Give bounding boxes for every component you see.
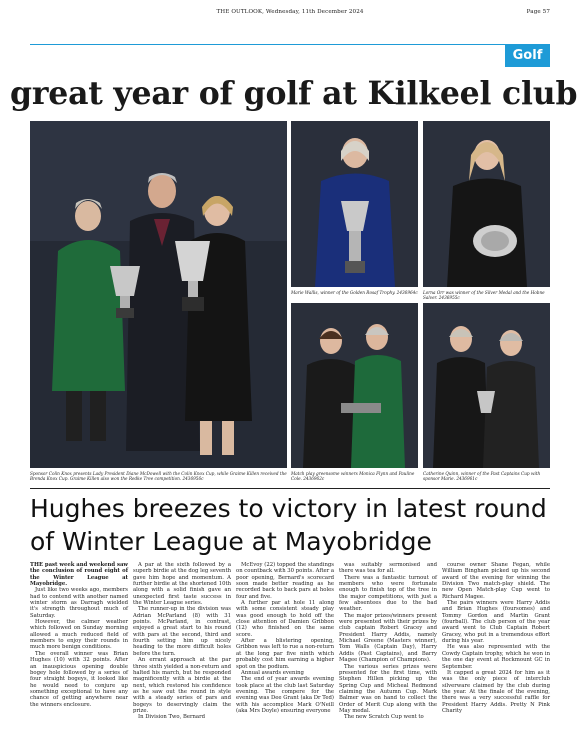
paragraph: In Division Two, Bernard: [138, 714, 205, 721]
masthead: [30, 6, 550, 20]
paragraph: The new Scratch Cup went to: [344, 714, 424, 721]
article-column-1: [30, 562, 128, 708]
paragraph: There was a fantastic turnout of members who were fortunate enough to finish top of the tree in the major competitions, with just a few absentees due to the bad weather.: [339, 574, 437, 613]
headline-hughes: Hughes breezes to victory in latest round of Winter League at Mayobridge: [30, 494, 547, 556]
headline-kilkeel: great year of golf at Kilkeel club: [10, 75, 578, 112]
paragraph: was suitably sermonised and there was tea for all.: [339, 562, 437, 575]
article-column-3: [236, 562, 334, 714]
photo-lorna-orr-image: [423, 121, 550, 287]
divider-rule: [30, 488, 550, 489]
photo-matchplay-winners: [291, 303, 418, 468]
caption-matchplay: Match play greensome winners Monica Flynn and Pauline Cole. 2436962c: [291, 471, 415, 482]
paragraph: However, the calmer weather which followed on Sunday morning allowed a much reduced field of members to enjoy their rounds in much more benign conditions.: [30, 619, 128, 651]
photo-catherine-quinn: [423, 303, 550, 468]
paragraph: The various series prizes were presented for the first time, with Stephen Hillen picking up the Spring Cup and Micheal Redmond claiming the Autumn Cup. Mark Balmer was on hand to collect the Order of Merit Cup along with the May medal.: [339, 663, 437, 714]
photo-catherine-quinn-image: [423, 303, 550, 468]
paragraph: The overall winner was Brian Hughes (10) with 32 points. After an inauspicious opening double bogey hole followed by a series of four straight bogeys, it looked like he would need to conjure up something exceptional to have any chance of getting anywhere near the winners enclosure.: [30, 650, 128, 708]
masthead-date: THE OUTLOOK, Wednesday, 11th December 2024: [216, 9, 364, 15]
photo-marie-wallis-image: [291, 121, 418, 287]
paragraph: The pairs winners were Harry Addis and Brian Hughes (foursomes) and Tommy Gordon and Martin Grant (fourball). The club person of the year award went to Club Captain Robert Gracey, who put in a tremendous effort during his year.: [442, 600, 550, 645]
paragraph: An errant approach at the par three sixth yielded a non-return and halted his march, but he responded magnificently with a birdie at the next, which restored his confidence as he saw out the round in style with a steady series of pars and bogeys to deservingly claim the prize.: [133, 657, 231, 714]
paragraph: The runner-up in the division was Adrian McParland (8) with 31 points. McParland, in contrast, enjoyed a great start to his round with pars at the second, third and fourth setting him up nicely heading to the more difficult holes before the turn.: [133, 606, 231, 657]
caption-lorna-orr: Lorna Orr was winner of the Silver Medal and the Hobne Salver. 2436955c: [423, 290, 545, 301]
photo-marie-wallis: [291, 121, 418, 287]
article-column-5: [442, 562, 550, 714]
paragraph: Just like two weeks ago, members had to contend with another named winter storm as Darragh wielded it's strength throughout much of Saturday.: [30, 587, 128, 619]
paragraph: THE past week and weekend saw the conclusion of round eight of the Winter League at Mayobridge.: [30, 562, 128, 588]
article-column-4: [339, 562, 437, 721]
caption-catherine-quinn: Catherine Quinn, winner of the Past Captains Cup with sponsor Marie. 2436961c: [423, 471, 541, 482]
section-tab-golf: Golf: [505, 45, 550, 67]
caption-marie-wallis: Marie Wallis, winner of the Golden Rosaf Trophy. 2436964c: [291, 290, 418, 295]
page-number: Page 57: [526, 9, 550, 15]
paragraph: A further par at hole 11 along with some consistent steady play was good enough to hold off the close attention of Damien Gribbon (12) who finished on the same score.: [236, 600, 334, 638]
photo-trophy-presentation-image: [30, 121, 287, 468]
photo-trophy-presentation: [30, 121, 287, 468]
paragraph: Annual awards evening: [241, 669, 304, 676]
photo-lorna-orr: [423, 121, 550, 287]
caption-main-photo: Sponsor Colin Knox presents Lady President Diane McDowell with the Colin Knox Cup, while Graime Killen received the Brenda Knox Cup. Graime Killen also won the Redke Tree competition. 2436956c: [30, 471, 287, 482]
paragraph: It capped a great 2024 for him as it was the only piece of interclub silverware claimed by the club during the year. At the finale of the evening, there was a very successful raffle for President Harry Addis. Pretty N Pink Charity: [442, 669, 550, 714]
paragraph: He was also represented with the Cowdy Captain trophy, which he won in the one day event at Rockmount GC in September.: [442, 644, 550, 670]
paragraph: After a blistering opening, Gribbon was left to rue a non-return at the long par five ninth which probably cost him earning a higher spot on the podium.: [236, 638, 334, 670]
article-column-2: [133, 562, 231, 721]
photo-matchplay-winners-image: [291, 303, 418, 468]
paragraph: McEvoy (22) topped the standings on countback with 30 points. After a poor opening, Bernard's scorecard soon made better reading as he recorded back to back pars at holes four and five.: [236, 562, 334, 600]
section-bar: [30, 44, 550, 70]
paragraph: course owner Shane Fegan, while William Bingham picked up his second award of the evening for winning the Division Two match-play shield. The new Open Match-play Cup went to Richard Magee.: [442, 562, 550, 600]
paragraph: A par at the sixth followed by a superb birdie at the dog leg seventh gave him hope and momentum. A further birdie at the shortened 10th along with a solid finish gave an unexpected first taste success in the Winter League series.: [133, 562, 231, 607]
paragraph: The major prizes/winners present were presented with their prizes by club captain Robert Gracey and President Harry Addis, namely Michael Greene (Masters winner), Tom Walls (Captain Day), Harry Addis (Past Captains), and Barry Magee (Champion of Champions).: [339, 612, 437, 664]
paragraph: The end of year awards evening took place at the club last Saturday evening. The compere for the evening was Dee Grant (aka Dr Ted) with his accomplice Mark O'Neill (aka Mrs Doyle) ensuring everyone: [236, 676, 334, 714]
